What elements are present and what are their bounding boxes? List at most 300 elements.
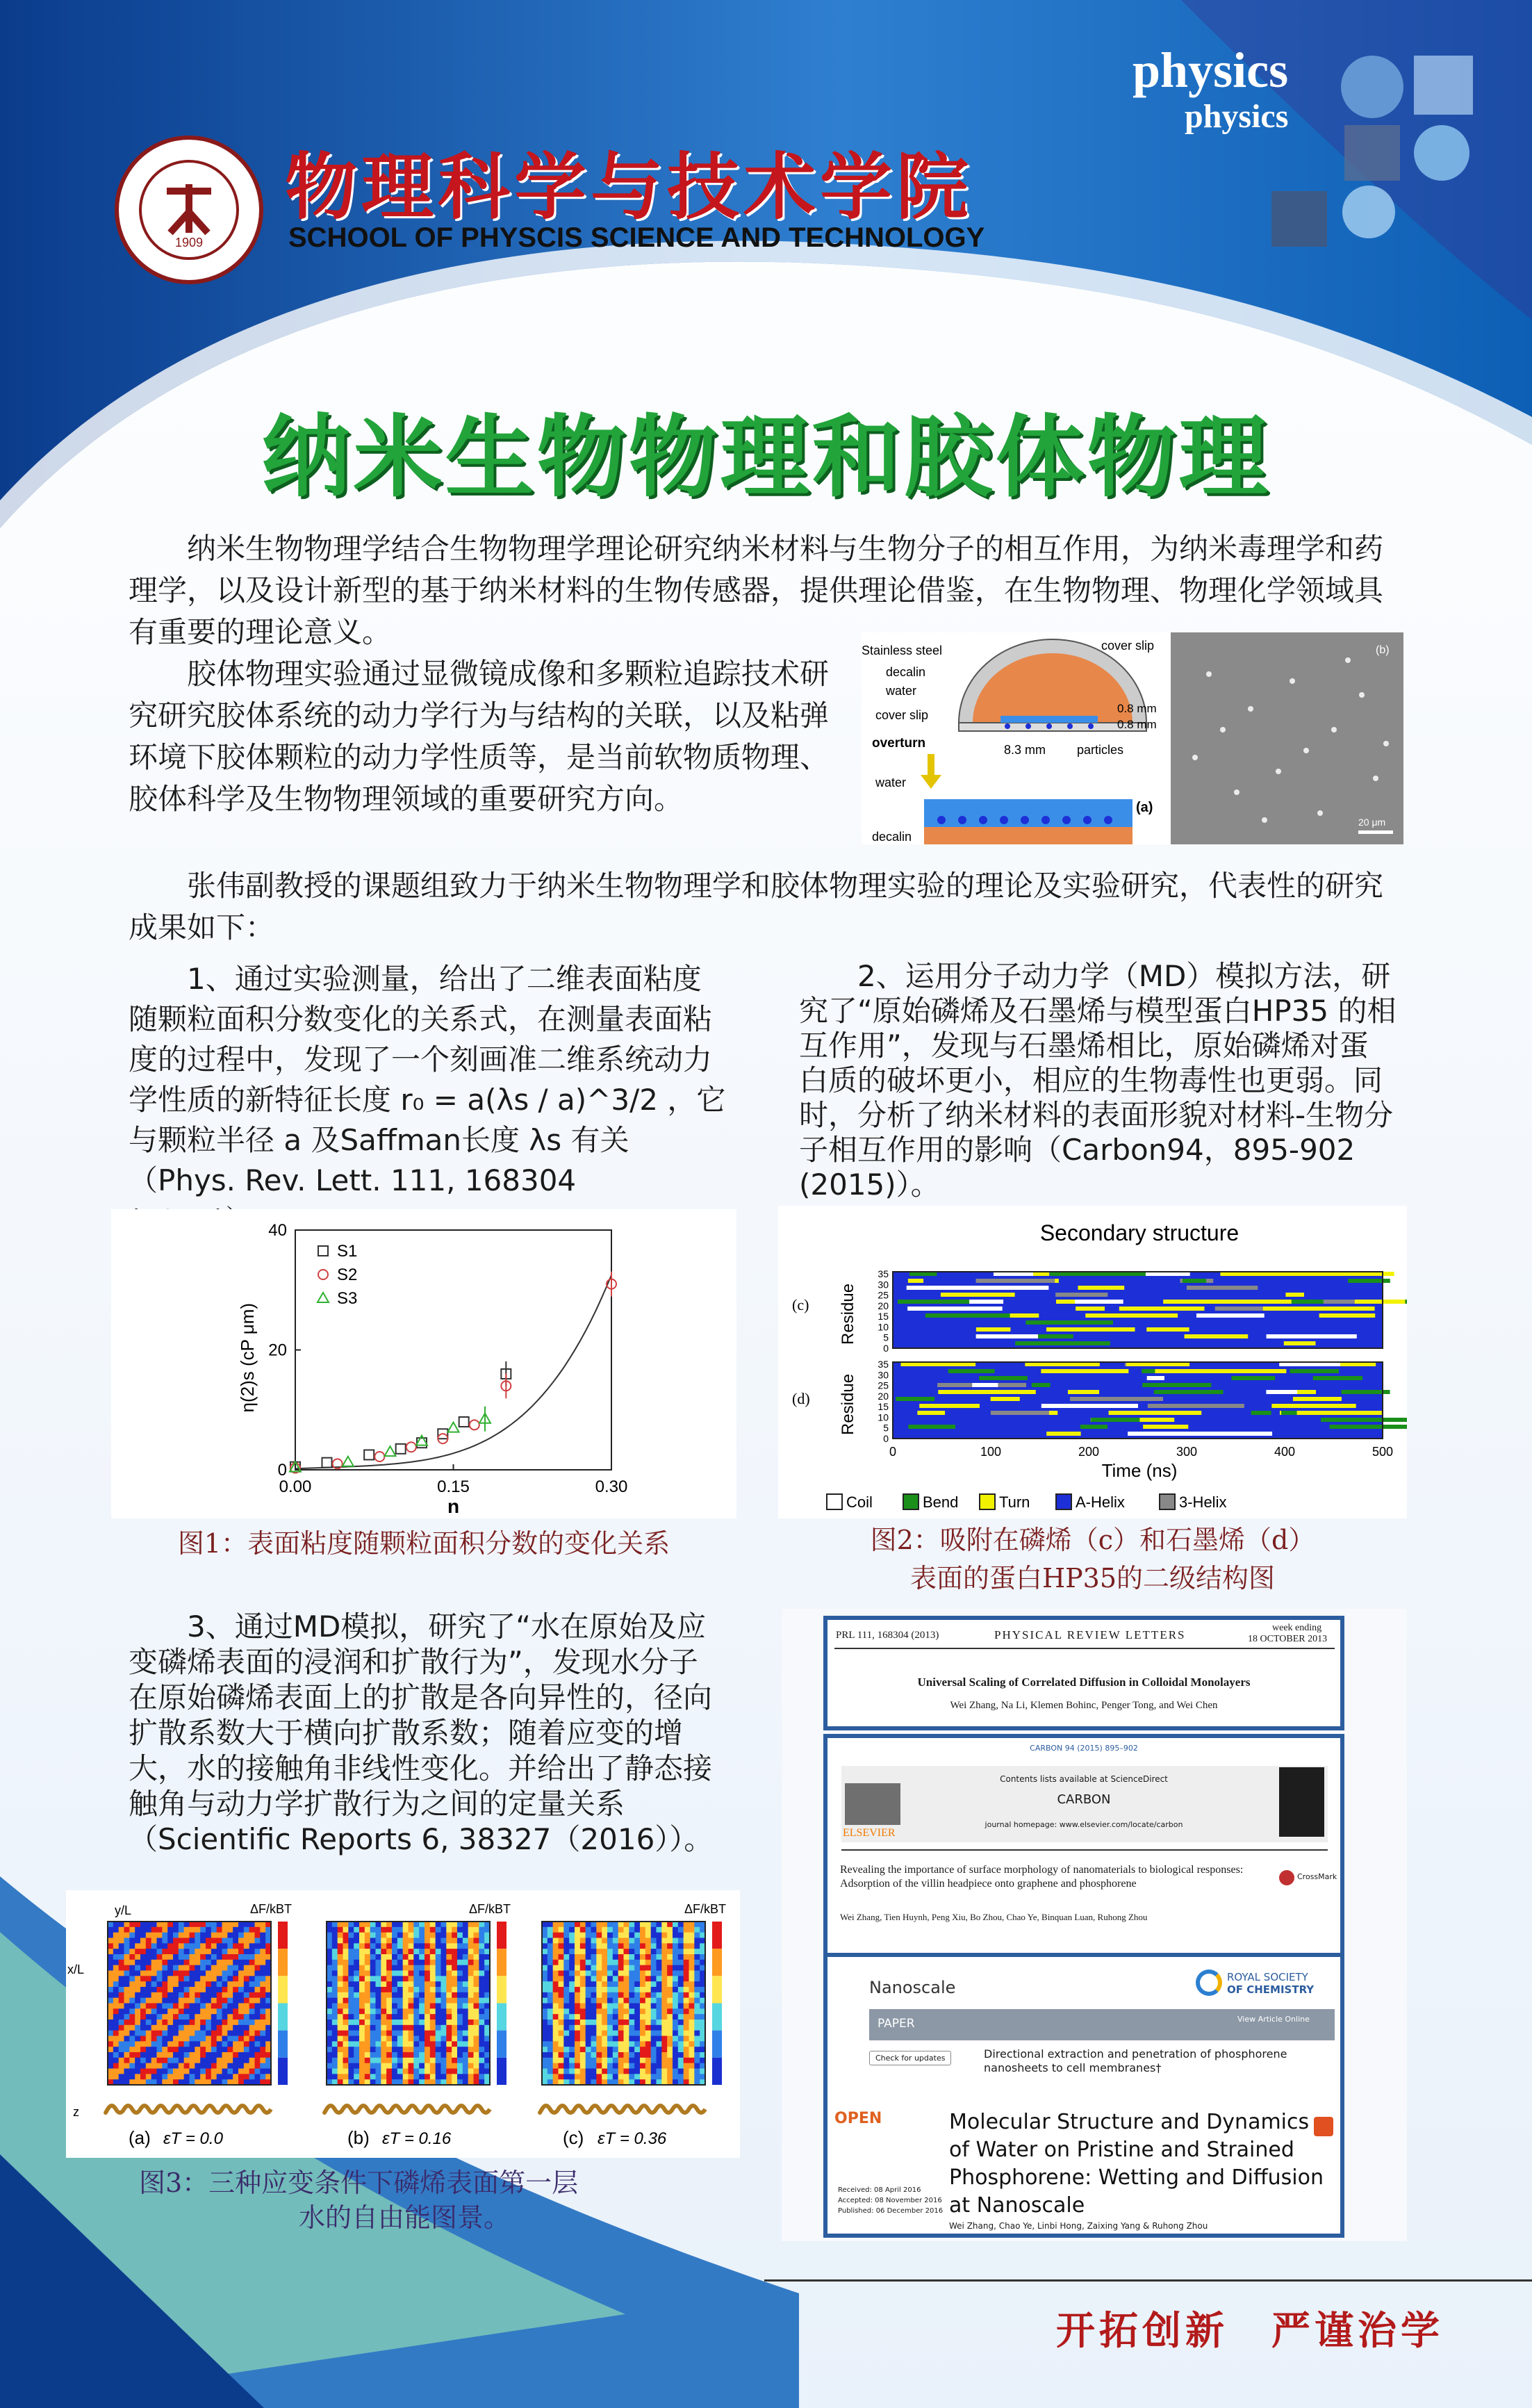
panel-tag: (b) (347, 2127, 370, 2148)
free-energy-cell (238, 1933, 244, 1938)
free-energy-cell (376, 2052, 381, 2058)
free-energy-cell (651, 2036, 657, 2042)
free-energy-cell (217, 1965, 222, 1971)
free-energy-cell (403, 2008, 409, 2014)
free-energy-cell (618, 1949, 624, 1954)
free-energy-cell (689, 1981, 695, 1987)
free-energy-cell (113, 2014, 119, 2020)
free-energy-cell (359, 1922, 365, 1927)
free-energy-cell (607, 1938, 613, 1944)
free-energy-cell (673, 1933, 678, 1938)
free-energy-cell (678, 1987, 684, 1992)
free-energy-cell (591, 1949, 597, 1954)
free-energy-cell (233, 1938, 238, 1944)
free-energy-cell (463, 2058, 468, 2063)
free-energy-cell (629, 2074, 634, 2079)
free-energy-cell (673, 2074, 678, 2079)
free-energy-cell (200, 1927, 206, 1933)
free-energy-cell (553, 2008, 559, 2014)
free-energy-cell (446, 1998, 452, 2004)
free-energy-cell (634, 1933, 640, 1938)
free-energy-cell (233, 2041, 238, 2047)
free-energy-cell (634, 1960, 640, 1965)
free-energy-cell (249, 2058, 255, 2063)
free-energy-cell (436, 2069, 441, 2074)
free-energy-cell (108, 2047, 113, 2052)
free-energy-cell (184, 2058, 190, 2063)
free-energy-cell (463, 1922, 468, 1927)
free-energy-cell (140, 1938, 146, 1944)
free-energy-cell (667, 2069, 673, 2074)
free-energy-cell (586, 2069, 591, 2074)
free-energy-cell (327, 2041, 332, 2047)
free-energy-cell (452, 1976, 457, 1981)
free-energy-cell (173, 1981, 179, 1987)
check-updates-button[interactable]: Check for updates (869, 2051, 951, 2065)
free-energy-cell (678, 2074, 684, 2079)
free-energy-cell (222, 2041, 228, 2047)
free-energy-cell (403, 1971, 409, 1976)
sci-reports-open: OPEN (834, 2110, 882, 2127)
free-energy-cell (629, 1954, 634, 1960)
free-energy-cell (607, 2069, 613, 2074)
ss-y-tick: 30 (878, 1369, 889, 1381)
free-energy-cell (370, 2047, 376, 2052)
free-energy-cell (119, 2020, 124, 2025)
free-energy-cell (446, 1987, 452, 1992)
free-energy-cell (222, 1938, 228, 1944)
free-energy-cell (673, 2008, 678, 2014)
free-energy-cell (249, 1938, 255, 1944)
free-energy-cell (479, 1949, 484, 1954)
free-energy-cell (146, 1960, 151, 1965)
free-energy-cell (542, 1954, 547, 1960)
free-energy-cell (354, 2058, 359, 2063)
free-energy-cell (211, 2047, 217, 2052)
free-energy-cell (452, 1938, 457, 1944)
free-energy-cell (613, 1922, 618, 1927)
free-energy-cell (430, 1954, 436, 1960)
free-energy-cell (184, 1922, 190, 1927)
free-energy-cell (167, 1965, 173, 1971)
free-energy-cell (563, 1971, 569, 1976)
free-energy-cell (651, 1998, 657, 2004)
free-energy-panel (106, 1902, 292, 2148)
free-energy-cell (596, 2004, 602, 2009)
free-energy-cell (200, 1943, 206, 1949)
free-energy-cell (354, 1971, 359, 1976)
free-energy-cell (211, 2025, 217, 2031)
free-energy-cell (591, 1998, 597, 2004)
free-energy-cell (249, 1998, 255, 2004)
free-energy-cell (190, 2058, 195, 2063)
free-energy-cell (419, 1927, 425, 1933)
free-energy-cell (436, 1960, 441, 1965)
free-energy-cell (129, 2052, 135, 2058)
free-energy-cell (657, 2074, 662, 2079)
free-energy-cell (190, 2069, 195, 2074)
free-energy-cell (365, 1965, 370, 1971)
free-energy-cell (684, 1954, 689, 1960)
free-energy-cell (607, 2025, 613, 2031)
free-energy-cell (575, 1992, 580, 1998)
free-energy-cell (244, 2052, 249, 2058)
free-energy-cell (255, 1965, 261, 1971)
free-energy-cell (425, 1922, 430, 1927)
free-energy-cell (629, 1976, 634, 1981)
free-energy-cell (479, 2025, 484, 2031)
free-energy-cell (645, 2031, 651, 2036)
free-energy-cell (370, 2069, 376, 2074)
free-energy-cell (403, 1998, 409, 2004)
ss-segment (1070, 1397, 1163, 1401)
free-energy-cell (227, 2031, 233, 2036)
free-energy-cell (238, 2063, 244, 2069)
free-energy-cell (222, 1960, 228, 1965)
free-energy-cell (392, 2014, 397, 2020)
free-energy-cell (327, 2047, 332, 2052)
ss-segment (1032, 1383, 1051, 1387)
free-energy-cell (173, 2020, 179, 2025)
free-energy-cell (255, 2052, 261, 2058)
free-energy-cell (151, 1954, 157, 1960)
free-energy-cell (233, 1981, 238, 1987)
free-energy-cell (474, 2004, 479, 2009)
free-energy-cell (206, 2036, 211, 2042)
free-energy-cell (409, 2031, 414, 2036)
free-energy-cell (468, 2074, 474, 2079)
free-energy-cell (657, 1987, 662, 1992)
free-energy-cell (359, 2008, 365, 2014)
free-energy-cell (195, 1976, 200, 1981)
free-energy-cell (618, 1971, 624, 1976)
free-energy-cell (195, 2058, 200, 2063)
free-energy-cell (249, 2052, 255, 2058)
free-energy-cell (397, 2074, 403, 2079)
free-energy-cell (244, 2004, 249, 2009)
free-energy-cell (140, 1998, 146, 2004)
share-icon[interactable] (1314, 2117, 1333, 2136)
free-energy-cell (244, 2025, 249, 2031)
free-energy-cell (559, 2074, 564, 2079)
free-energy-cell (184, 1998, 190, 2004)
free-energy-cell (678, 1922, 684, 1927)
free-energy-cell (661, 2052, 667, 2058)
free-energy-cell (657, 1922, 662, 1927)
free-energy-cell (580, 1949, 586, 1954)
free-energy-cell (190, 1922, 195, 1927)
free-energy-cell (468, 2008, 474, 2014)
free-energy-cell (468, 1960, 474, 1965)
axis-z-label: z (73, 2105, 79, 2119)
free-energy-cell (452, 2074, 457, 2079)
free-energy-cell (452, 1992, 457, 1998)
free-energy-cell (244, 1981, 249, 1987)
free-energy-cell (184, 1992, 190, 1998)
free-energy-cell (184, 1933, 190, 1938)
free-energy-cell (211, 1998, 217, 2004)
free-energy-cell (200, 2074, 206, 2079)
free-energy-cell (255, 2063, 261, 2069)
ss-segment (1284, 1341, 1316, 1345)
free-energy-cell (190, 1933, 195, 1938)
free-energy-cell (474, 2074, 479, 2079)
free-energy-cell (255, 2069, 261, 2074)
free-energy-cell (244, 1971, 249, 1976)
free-energy-cell (255, 1954, 261, 1960)
free-energy-cell (124, 1976, 130, 1981)
free-energy-cell (217, 2031, 222, 2036)
free-energy-cell (640, 1933, 645, 1938)
free-energy-cell (419, 2014, 425, 2020)
free-energy-cell (376, 2004, 381, 2009)
free-energy-cell (354, 2014, 359, 2020)
free-energy-cell (376, 2041, 381, 2047)
free-energy-cell (613, 2074, 618, 2079)
free-energy-cell (260, 1987, 265, 1992)
free-energy-cell (542, 2004, 547, 2009)
free-energy-cell (354, 1998, 359, 2004)
free-energy-cell (413, 1922, 419, 1927)
free-energy-cell (249, 1965, 255, 1971)
free-energy-cell (547, 2014, 553, 2020)
free-energy-cell (452, 2008, 457, 2014)
free-energy-cell (425, 1981, 430, 1987)
free-energy-cell (332, 1938, 338, 1944)
free-energy-cell (575, 2020, 580, 2025)
free-energy-cell (618, 1965, 624, 1971)
free-energy-cell (397, 2052, 403, 2058)
free-energy-cell (586, 1960, 591, 1965)
free-energy-cell (457, 2052, 463, 2058)
free-energy-cell (200, 1981, 206, 1987)
free-energy-cell (575, 1943, 580, 1949)
free-energy-cell (124, 1992, 130, 1998)
free-energy-cell (124, 2074, 130, 2079)
ss-segment (1055, 1293, 1107, 1297)
free-energy-cell (667, 1949, 673, 1954)
free-energy-cell (338, 1943, 343, 1949)
free-energy-cell (365, 2041, 370, 2047)
free-energy-cell (553, 2025, 559, 2031)
free-energy-cell (386, 2014, 392, 2020)
free-energy-cell (397, 2063, 403, 2069)
free-energy-cell (222, 2025, 228, 2031)
free-energy-cell (354, 1938, 359, 1944)
free-energy-cell (211, 2014, 217, 2020)
free-energy-cell (217, 1998, 222, 2004)
free-energy-cell (547, 1981, 553, 1987)
ss-segment (1330, 1425, 1407, 1429)
free-energy-cell (386, 2025, 392, 2031)
free-energy-cell (645, 1992, 651, 1998)
free-energy-cell (327, 1922, 332, 1927)
free-energy-cell (348, 2052, 354, 2058)
free-energy-cell (146, 2020, 151, 2025)
free-energy-cell (354, 2041, 359, 2047)
panel-tag: (c) (563, 2127, 584, 2148)
free-energy-cell (575, 1998, 580, 2004)
free-energy-cell (392, 1960, 397, 1965)
free-energy-cell (217, 1949, 222, 1954)
free-energy-cell (563, 2052, 569, 2058)
free-energy-cell (569, 1943, 575, 1949)
free-energy-cell (343, 2036, 349, 2042)
free-energy-cell (661, 2063, 667, 2069)
free-energy-cell (359, 1954, 365, 1960)
free-energy-cell (392, 1965, 397, 1971)
free-energy-cell (332, 2052, 338, 2058)
free-energy-cell (542, 1998, 547, 2004)
free-energy-cell (436, 2047, 441, 2052)
free-energy-cell (640, 2004, 645, 2009)
free-energy-cell (260, 2041, 265, 2047)
free-energy-cell (694, 2025, 700, 2031)
free-energy-cell (559, 2020, 564, 2025)
free-energy-cell (338, 1949, 343, 1954)
free-energy-cell (370, 1938, 376, 1944)
free-energy-cell (678, 1943, 684, 1949)
free-energy-cell (413, 2004, 419, 2009)
carbon-authors: Wei Zhang, Tien Huynh, Peng Xiu, Bo Zhou, Chao Ye, Binquan Luan, Ruhong Zhou (840, 1912, 1148, 1922)
free-energy-cell (227, 1960, 233, 1965)
free-energy-cell (211, 1927, 217, 1933)
free-energy-cell (591, 1922, 597, 1927)
free-energy-cell (332, 1981, 338, 1987)
free-energy-cell (249, 2047, 255, 2052)
y-tick-label: 40 (268, 1221, 287, 1240)
free-energy-cell (580, 1981, 586, 1987)
free-energy-cell (640, 1922, 645, 1927)
result-1 (129, 959, 726, 1241)
free-energy-cell (651, 1971, 657, 1976)
free-energy-cell (217, 2014, 222, 2020)
free-energy-cell (108, 2058, 113, 2063)
free-energy-cell (468, 1954, 474, 1960)
free-energy-cell (430, 1998, 436, 2004)
free-energy-cell (376, 1927, 381, 1933)
free-energy-cell (607, 1960, 613, 1965)
free-energy-cell (430, 1922, 436, 1927)
free-energy-cell (468, 1943, 474, 1949)
free-energy-cell (425, 2036, 430, 2042)
free-energy-cell (559, 2069, 564, 2074)
free-energy-cell (468, 2014, 474, 2020)
free-energy-cell (392, 2052, 397, 2058)
free-energy-cell (624, 2008, 629, 2014)
free-energy-cell (613, 1960, 618, 1965)
free-energy-cell (602, 2069, 607, 2074)
free-energy-cell (348, 2074, 354, 2079)
free-energy-cell (661, 1971, 667, 1976)
free-energy-cell (146, 1987, 151, 1992)
free-energy-cell (348, 1927, 354, 1933)
paper-carbon (823, 1734, 1344, 1960)
free-energy-cell (233, 1998, 238, 2004)
free-energy-cell (151, 2058, 157, 2063)
free-energy-cell (689, 2052, 695, 2058)
free-energy-cell (249, 1933, 255, 1938)
free-energy-cell (629, 1998, 634, 2004)
free-energy-cell (129, 1954, 135, 1960)
free-energy-cell (376, 2036, 381, 2042)
free-energy-cell (200, 2025, 206, 2031)
free-energy-cell (569, 1998, 575, 2004)
free-energy-cell (140, 2025, 146, 2031)
free-energy-cell (618, 2008, 624, 2014)
sci-reports-title: Molecular Structure and Dynamics of Water on Pristine and Strained Phosphorene: Wetting and Diffusion at Nanoscale (949, 2110, 1324, 2218)
free-energy-cell (463, 1927, 468, 1933)
free-energy-cell (233, 2052, 238, 2058)
free-energy-cell (689, 1949, 695, 1954)
free-energy-cell (381, 2063, 386, 2069)
free-energy-cell (129, 1943, 135, 1949)
free-energy-cell (327, 2020, 332, 2025)
free-energy-cell (392, 1938, 397, 1944)
ss-legend (827, 1493, 1226, 1511)
free-energy-cell (227, 2058, 233, 2063)
free-energy-cell (370, 1933, 376, 1938)
free-energy-cell (135, 2025, 140, 2031)
free-energy-cell (479, 1922, 484, 1927)
free-energy-cell (211, 1965, 217, 1971)
free-energy-cell (661, 1949, 667, 1954)
free-energy-cell (244, 2014, 249, 2020)
free-energy-cell (409, 1971, 414, 1976)
free-energy-cell (591, 1938, 597, 1944)
free-energy-cell (657, 1976, 662, 1981)
free-energy-cell (370, 1987, 376, 1992)
free-energy-cell (108, 2004, 113, 2009)
free-energy-cell (397, 2004, 403, 2009)
free-energy-cell (452, 1927, 457, 1933)
free-energy-cell (140, 2069, 146, 2074)
free-energy-cell (343, 1971, 349, 1976)
free-energy-cell (140, 1965, 146, 1971)
free-energy-cell (436, 2025, 441, 2031)
free-energy-cell (446, 1965, 452, 1971)
free-energy-cell (580, 2008, 586, 2014)
result-2-text: 2、运用分子动力学（MD）模拟方法，研究了“原始磷烯及石墨烯与模型蛋白HP35 的相互作用”，发现与石墨烯相比，原始磷烯对蛋白质的破坏更小，相应的生物毒性也更弱。同时，分析了纳米材料的表面形貌对材料-生物分子相互作用的影响（Carbon94，895-902 (2015)）。 (799, 959, 1397, 1202)
prl-ref: PRL 111, 168304 (2013) (836, 1630, 939, 1641)
free-energy-cell (634, 2052, 640, 2058)
free-energy-cell (195, 1933, 200, 1938)
free-energy-cell (129, 2020, 135, 2025)
free-energy-cell (436, 1981, 441, 1987)
ss-segment (1290, 1369, 1339, 1373)
free-energy-cell (575, 2058, 580, 2063)
free-energy-cell (667, 2063, 673, 2069)
free-energy-cell (124, 2047, 130, 2052)
free-energy-cell (255, 2004, 261, 2009)
free-energy-cell (211, 2020, 217, 2025)
free-energy-cell (694, 1927, 700, 1933)
free-energy-cell (657, 1960, 662, 1965)
free-energy-cell (425, 1933, 430, 1938)
free-energy-cell (190, 1949, 195, 1954)
free-energy-cell (124, 1965, 130, 1971)
free-energy-cell (403, 1960, 409, 1965)
free-energy-cell (413, 2036, 419, 2042)
label-dim1: 0.8 mm (1117, 702, 1157, 715)
free-energy-cell (618, 1927, 624, 1933)
free-energy-cell (129, 1998, 135, 2004)
free-energy-cell (419, 1938, 425, 1944)
free-energy-cell (547, 2052, 553, 2058)
free-energy-cell (108, 1971, 113, 1976)
free-energy-cell (238, 2047, 244, 2052)
free-energy-cell (348, 2014, 354, 2020)
